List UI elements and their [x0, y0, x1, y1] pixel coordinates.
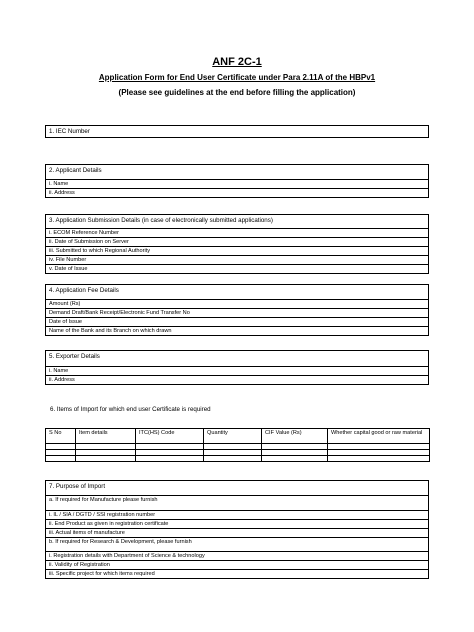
guidelines-note: (Please see guidelines at the end before filling the application)	[118, 88, 356, 97]
regional-authority-row: iii. Submitted to which Regional Authority	[46, 246, 428, 255]
exporter-name-row: i. Name	[46, 366, 428, 375]
applicant-details-section	[45, 164, 429, 198]
research-label: b. If required for Research & Development, please furnish	[46, 537, 428, 551]
column-header: Quantity	[204, 429, 262, 444]
issue-date-row: v. Date of Issue	[46, 264, 428, 273]
form-subtitle: Application Form for End User Certificate under Para 2.11A of the HBPv1	[98, 73, 376, 82]
section-5-label: 5. Exporter Details	[49, 353, 100, 360]
purpose-of-import-section	[45, 480, 429, 579]
submission-date-row: ii. Date of Submission on Server	[46, 237, 428, 246]
table-row	[46, 456, 430, 462]
fee-details-section	[45, 284, 429, 336]
column-header: CIF Value (Rs)	[262, 429, 328, 444]
submission-details-section	[45, 214, 429, 274]
form-title: ANF 2C-1	[212, 56, 262, 68]
registration-validity-row: ii. Validity of Registration	[46, 560, 428, 569]
exporter-address-row: ii. Address	[46, 375, 428, 384]
section-1-label: 1. IEC Number	[49, 128, 90, 135]
applicant-address-row: ii. Address	[46, 188, 428, 197]
section-6-label: 6. Items of Import for which end user Certificate is required	[50, 406, 211, 413]
section-4-label: 4. Application Fee Details	[49, 287, 119, 294]
file-number-row: iv. File Number	[46, 255, 428, 264]
specific-project-row: iii. Specific project for which items required	[46, 569, 428, 578]
column-header: S No	[46, 429, 76, 444]
end-product-row: ii. End Product as given in registration certificate	[46, 519, 428, 528]
column-header: ITC(HS) Code	[136, 429, 204, 444]
section-7-label: 7. Purpose of Import	[49, 483, 106, 490]
column-header: Item details	[76, 429, 136, 444]
payment-reference-row: Demand Draft/Bank Receipt/Electronic Fund Transfer No	[46, 308, 428, 317]
applicant-name-row: i. Name	[46, 179, 428, 188]
table-header-row	[46, 429, 430, 444]
section-2-label: 2. Applicant Details	[49, 167, 102, 174]
registration-number-row: i. IL / SIA / DGTD / SSI registration number	[46, 510, 428, 519]
column-header: Whether capital good or raw material	[328, 429, 430, 444]
exporter-details-section	[45, 350, 429, 385]
fee-amount-row: Amount (Rs)	[46, 299, 428, 308]
manufacture-label: a. If required for Manufacture please furnish	[46, 495, 428, 510]
iec-number-section	[45, 125, 429, 138]
fee-issue-date-row: Date of Issue	[46, 317, 428, 326]
ecom-reference-row: i. ECOM Reference Number	[46, 228, 428, 237]
bank-name-row: Name of the Bank and its Branch on which drawn	[46, 326, 428, 335]
import-items-table	[45, 428, 430, 462]
dst-registration-row: i. Registration details with Department of Science & technology	[46, 551, 428, 560]
section-3-label: 3. Application Submission Details (in case of electronically submitted applications)	[49, 217, 273, 224]
actual-items-row: iii. Actual items of manufacture	[46, 528, 428, 537]
